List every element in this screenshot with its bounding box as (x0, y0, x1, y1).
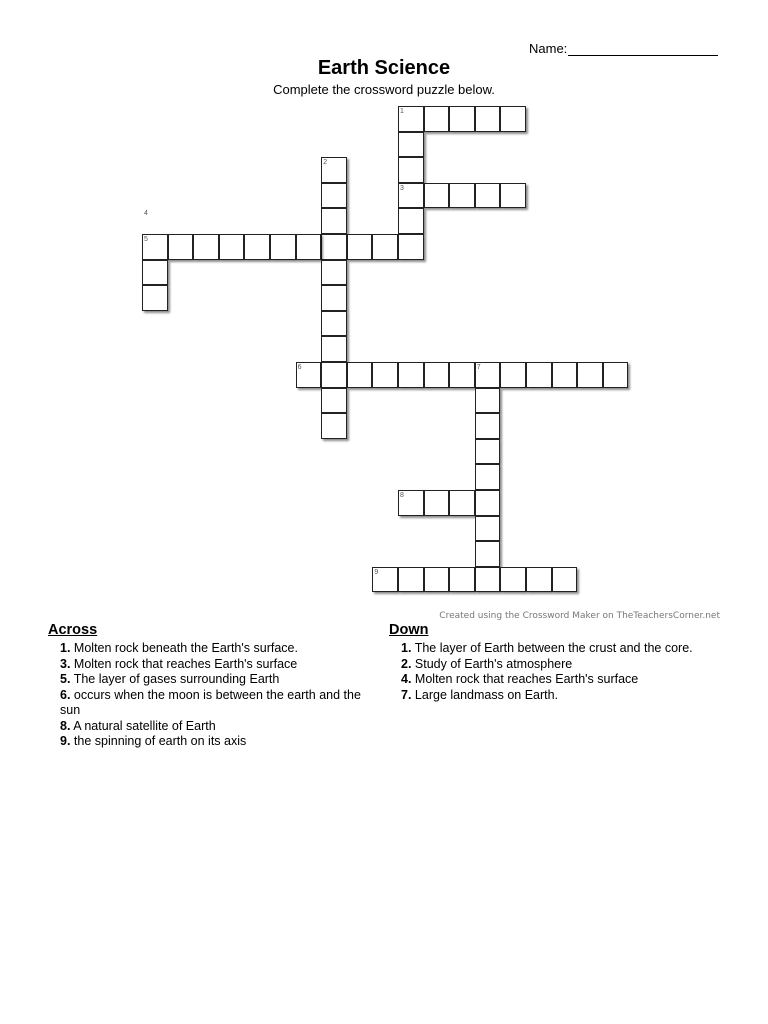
across-heading: Across (48, 622, 98, 638)
grid-cell[interactable] (347, 234, 373, 260)
grid-cell[interactable] (398, 208, 424, 234)
clue-item (48, 672, 368, 688)
clue-number: 9 (374, 568, 379, 576)
clue-item (48, 719, 368, 735)
clue-number-label: 2. (401, 656, 412, 671)
clue-number: 1 (400, 108, 404, 115)
clue-text: the spinning of earth on its axis (73, 734, 247, 748)
clue-number-label: 4. (401, 672, 412, 686)
grid-cell[interactable] (603, 362, 629, 388)
grid-cell[interactable] (321, 260, 347, 286)
grid-cell[interactable] (321, 183, 347, 209)
credit-text: Created using the Crossword Maker on TheTeachersCorner.net (439, 611, 720, 621)
clue-text: occurs when the moon is between the earth and the sun (60, 687, 361, 717)
grid-cell[interactable] (475, 464, 501, 490)
clue-number-label: 1. (401, 641, 412, 655)
clue-text: Study of Earth's atmosphere (414, 656, 573, 671)
grid-cell[interactable] (193, 234, 219, 260)
grid-cell[interactable] (424, 567, 450, 593)
page-title: Earth Science (317, 57, 451, 79)
grid-cell[interactable] (321, 336, 347, 362)
grid-cell[interactable] (321, 388, 347, 414)
clue-number: 6 (297, 364, 302, 371)
down-heading: Down (389, 622, 429, 638)
grid-cell[interactable] (500, 567, 526, 593)
grid-cell[interactable] (424, 106, 450, 132)
grid-cell[interactable] (321, 208, 347, 234)
grid-cell[interactable] (142, 260, 168, 286)
clue-item (48, 688, 368, 719)
clue-number-label: 3. (60, 656, 71, 671)
clue-text: Large landmass on Earth. (414, 687, 559, 702)
grid-cell[interactable] (398, 132, 424, 158)
instructions: Complete the crossword puzzle below. (273, 82, 495, 97)
grid-cell[interactable] (475, 567, 501, 593)
clue-number: 3 (400, 184, 404, 192)
name-label: Name: (529, 41, 568, 56)
clue-number: 7 (476, 364, 481, 371)
grid-cell[interactable] (347, 362, 373, 388)
clue-number: 5 (144, 236, 148, 243)
clue-number-label: 6. (60, 687, 71, 702)
clue-number-label: 8. (60, 718, 71, 733)
clue-item (389, 641, 729, 657)
grid-cell[interactable] (372, 362, 398, 388)
clue-number-label: 1. (60, 641, 71, 655)
clue-text: Molten rock beneath the Earth's surface. (73, 641, 298, 655)
grid-cell[interactable] (424, 183, 450, 209)
clue-number-label: 7. (401, 687, 412, 702)
clue-number: 8 (400, 492, 404, 499)
clue-number-label: 9. (60, 734, 71, 748)
grid-cell[interactable] (552, 362, 578, 388)
grid-cell[interactable] (449, 567, 475, 593)
across-clues (48, 622, 368, 750)
grid-cell[interactable] (526, 362, 552, 388)
clue-item (48, 641, 368, 657)
clue-item (389, 672, 729, 688)
grid-cell[interactable] (475, 413, 501, 439)
grid-cell[interactable] (270, 234, 296, 260)
grid-cell[interactable] (321, 362, 347, 388)
grid-cell[interactable] (475, 439, 501, 465)
grid-cell[interactable] (500, 183, 526, 209)
clue-text: The layer of gases surrounding Earth (73, 672, 280, 686)
clue-number: 2 (323, 159, 328, 167)
grid-cell[interactable] (372, 234, 398, 260)
grid-cell[interactable] (168, 234, 194, 260)
down-clues (389, 622, 729, 703)
grid-cell[interactable] (449, 183, 475, 209)
grid-cell[interactable] (449, 362, 475, 388)
grid-cell[interactable] (219, 234, 245, 260)
grid-cell[interactable] (449, 490, 475, 516)
grid-cell[interactable] (321, 285, 347, 311)
clue-item (389, 657, 729, 673)
grid-cell[interactable] (321, 311, 347, 337)
grid-cell[interactable] (424, 490, 450, 516)
clue-item (389, 688, 729, 704)
grid-cell[interactable] (577, 362, 603, 388)
grid-cell[interactable] (449, 106, 475, 132)
grid-cell[interactable] (244, 234, 270, 260)
grid-cell[interactable] (398, 234, 424, 260)
clue-text: A natural satellite of Earth (73, 718, 216, 733)
grid-cell[interactable] (475, 106, 501, 132)
grid-cell[interactable] (321, 413, 347, 439)
grid-cell[interactable] (526, 567, 552, 593)
grid-cell[interactable] (398, 157, 424, 183)
grid-cell[interactable] (500, 362, 526, 388)
grid-cell[interactable] (475, 183, 501, 209)
clue-number: 4 (144, 210, 148, 218)
clue-item (48, 734, 368, 750)
grid-cell[interactable] (398, 362, 424, 388)
grid-cell[interactable] (475, 516, 501, 542)
grid-cell[interactable] (500, 106, 526, 132)
clue-text: The layer of Earth between the crust and the core. (414, 641, 693, 655)
grid-cell[interactable] (475, 490, 501, 516)
grid-cell[interactable] (321, 234, 347, 260)
clue-text: Molten rock that reaches Earth's surface (414, 672, 639, 686)
grid-cell[interactable] (475, 388, 501, 414)
grid-cell[interactable] (398, 567, 424, 593)
clue-number-label: 5. (60, 672, 71, 686)
grid-cell[interactable] (552, 567, 578, 593)
clue-item (48, 657, 368, 673)
grid-cell[interactable] (424, 362, 450, 388)
grid-cell[interactable] (142, 285, 168, 311)
grid-cell[interactable] (475, 541, 501, 567)
clue-text: Molten rock that reaches Earth's surface (73, 656, 298, 671)
grid-cell[interactable] (296, 234, 322, 260)
